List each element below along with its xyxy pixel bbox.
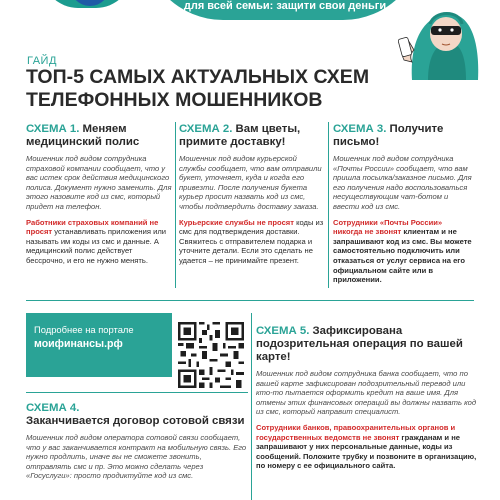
advice-text: гражданам и не запрашивают у них персональные данные, коды из сообщений. Положите трубку и позвоните в организацию, по номеру с ее официального сайта. <box>256 432 477 471</box>
advice-text: клиентам и не запрашивают код из смс. Вы можете самостоятельно подключить или отказаться от услуг сервиса на его официальном сайте или в приложении. <box>333 227 472 285</box>
scheme-card <box>333 123 473 285</box>
divider <box>26 392 248 393</box>
scheme-card <box>26 402 248 487</box>
portal-box[interactable] <box>26 313 172 377</box>
scheme-title: Заканчивается договор сотовой связи <box>26 415 245 427</box>
scheme-title: Получите письмо! <box>333 123 444 148</box>
scheme-description: Мошенник под видом курьерской службы сообщает, что вам отправили букет, уточняет, куда и когда его привезти. После получения букета курьер просит назвать код из смс, чтобы подтвердить доставку заказа. <box>179 154 322 211</box>
hacker-illustration <box>398 0 490 80</box>
scheme-number: СХЕМА 2. <box>179 123 233 135</box>
scheme-heading <box>179 123 324 149</box>
scheme-advice <box>26 218 172 266</box>
scheme-heading <box>26 402 248 428</box>
advice-emphasis: Работники страховых компаний не просят <box>26 217 159 237</box>
scheme-number: СХЕМА 3. <box>333 123 387 135</box>
scheme-card <box>179 123 324 266</box>
scheme-description: Мошенник под видом сотрудника банка сообщает, что по вашей карте зафиксирован подозрительный перевод или кто-то пытается оформить кредит на ваше имя. Для отмены этих финансовых операций вы должны назвать код из смс, который направит специалист. <box>256 369 477 417</box>
scheme-card <box>256 325 478 471</box>
portal-text: Подробнее на портале <box>34 324 134 335</box>
qr-code-icon[interactable] <box>178 322 244 388</box>
scheme-title: Зафиксирована подозрительная операция по вашей карте! <box>256 325 463 363</box>
scheme-title: Вам цветы, примите доставку! <box>179 123 301 148</box>
divider <box>328 122 329 288</box>
advice-emphasis: Сотрудники банков, правоохранительных органов и государственных ведомств не звонят <box>256 422 456 442</box>
title-line: ТОП-5 САМЫХ АКТУАЛЬНЫХ СХЕМ <box>26 66 370 88</box>
scheme-heading <box>256 325 478 364</box>
scheme-heading <box>26 123 172 149</box>
page-title <box>26 66 386 112</box>
scheme-description: Мошенник под видом сотрудника «Почты России» сообщает, что вам пришла посылка/заказное письмо. Для его получения надо воспользоваться несуществующим чат-ботом и ввести код из смс. <box>333 154 472 211</box>
title-line: ТЕЛЕФОННЫХ МОШЕННИКОВ <box>26 89 323 111</box>
scheme-card <box>26 123 172 266</box>
divider <box>175 122 176 288</box>
divider <box>251 313 252 500</box>
banner-text: для всей семьи: защити свои деньги <box>183 0 387 12</box>
advice-text: коды из смс для подтверждения доставки. Свяжитесь с отправителем подарка и уточните детали. Если это сделать не удается – не принимайте презент. <box>179 217 324 265</box>
divider <box>26 300 474 301</box>
scheme-advice <box>256 423 478 471</box>
scheme-title: Меняем медицинский полис <box>26 123 140 148</box>
scheme-advice <box>333 218 473 285</box>
portal-link[interactable]: моифинансы.рф <box>34 338 123 350</box>
guide-label: ГАЙД <box>27 55 57 67</box>
scheme-number: СХЕМА 1. <box>26 123 80 135</box>
scheme-description: Мошенник под видом сотрудника страховой компании сообщает, что у вас истек срок действия медицинского полиса. Документ нужно заменить. Для этого назовите код из смс, который придет на телефон. <box>26 154 172 211</box>
scheme-number: СХЕМА 5. <box>256 325 310 337</box>
advice-emphasis: Сотрудники «Почты России» никогда не звонят <box>333 217 443 237</box>
scheme-number: СХЕМА 4. <box>26 402 80 414</box>
scheme-advice <box>179 218 324 266</box>
scheme-description: Мошенник под видом оператора сотовой связи сообщает, что у вас заканчивается контракт на мобильную связь. Его нужно продлить, иначе вы не сможете звонить, отправлять смс и пр. Это можно сделать через «Госуслуги»: просто продиктуйте код из смс. <box>26 433 247 481</box>
advice-text: устанавливать приложения или называть им коды из смс и данные. А медицинский полис действует бессрочно, и его не нужно менять. <box>26 227 166 265</box>
advice-emphasis: Курьерские службы не просят <box>179 217 294 227</box>
scheme-heading <box>333 123 473 149</box>
